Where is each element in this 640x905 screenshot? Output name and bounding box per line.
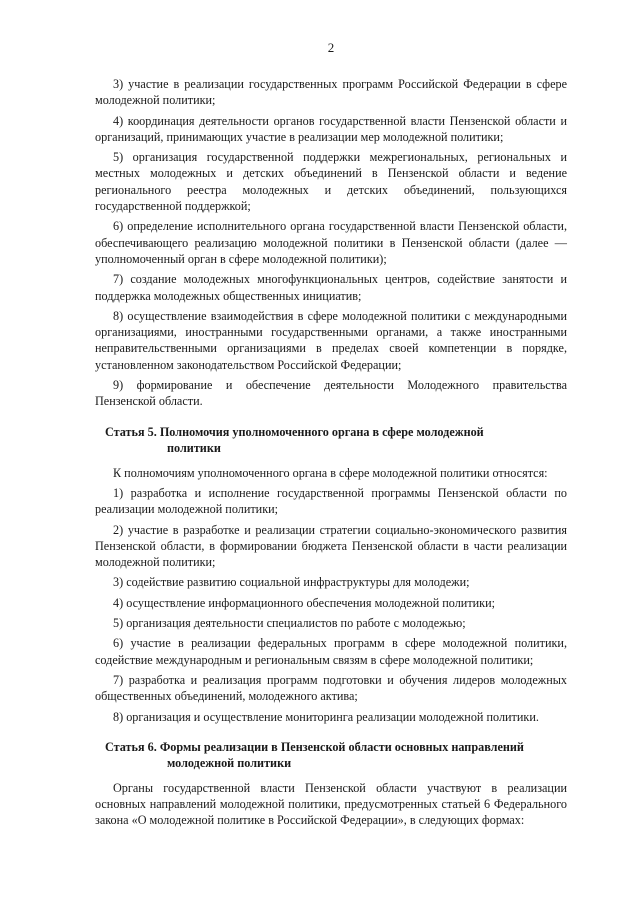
article-6-heading [105,739,567,771]
list-item: 7) создание молодежных многофункциональных центров, содействие занятости и поддержка молодежных общественных инициатив; [95,272,567,303]
article-5-heading [105,424,567,456]
list-item: 5) организация деятельности специалистов по работе с молодежью; [113,616,466,631]
article-6-title-line1: Статья 6. Формы реализации в Пензенской области основных направлений [105,739,524,754]
list-item: 2) участие в разработке и реализации стратегии социально-экономического развития Пензенской области, в формировании бюджета Пензенской области в части реализации молодежной политики; [95,522,567,570]
document-body [95,76,567,833]
list-item: 9) формирование и обеспечение деятельности Молодежного правительства Пензенской области. [95,378,567,409]
article-5-title-line2: политики [167,440,221,455]
list-item: 3) участие в реализации государственных программ Российской Федерации в сфере молодежной политики; [95,77,567,108]
list-item: 6) участие в реализации федеральных программ в сфере молодежной политики, содействие международным и региональным связям в сфере молодежной политики; [95,636,567,667]
article-5-intro: К полномочиям уполномоченного органа в сфере молодежной политики относятся: [113,465,548,480]
article-5-title-line1: Статья 5. Полномочия уполномоченного органа в сфере молодежной [105,424,484,439]
list-item: 4) координация деятельности органов государственной власти Пензенской области и организаций, принимающих участие в реализации мер молодежной политики; [95,113,567,144]
article-6-intro: Органы государственной власти Пензенской области участвуют в реализации основных направлений молодежной политики, предусмотренных статьей 6 Федерального закона «О молодежной политике в Российской Федерации», в следующих формах: [95,780,567,828]
list-item: 7) разработка и реализация программ подготовки и обучения лидеров молодежных общественных объединений, молодежного актива; [95,672,567,704]
list-item: 5) организация государственной поддержки межрегиональных, региональных и местных молодежных и детских объединений в Пензенской области и ведение регионального реестра молодежных и детских объединений, пользующихся государственной поддержкой; [95,150,567,214]
list-item: 8) осуществление взаимодействия в сфере молодежной политики с международными организациями, иностранными государственными органами, а также иностранными неправительственными организациями в пределах своей компетенции в порядке, установленном законодательством Российской Федерации; [95,308,567,372]
list-item: 8) организация и осуществление мониторинга реализации молодежной политики. [113,709,539,724]
list-item: 1) разработка и исполнение государственной программы Пензенской области по реализации молодежной политики; [95,485,567,517]
list-item: 3) содействие развитию социальной инфраструктуры для молодежи; [113,575,470,590]
article-6-title-line2: молодежной политики [167,755,292,770]
list-item: 4) осуществление информационного обеспечения молодежной политики; [113,595,495,610]
page-number: 2 [327,40,335,55]
list-item: 6) определение исполнительного органа государственной власти Пензенской области, обеспечивающего реализацию молодежной политики в Пензенской области (далее — уполномоченный орган в сфере молодежной политики); [95,219,567,266]
